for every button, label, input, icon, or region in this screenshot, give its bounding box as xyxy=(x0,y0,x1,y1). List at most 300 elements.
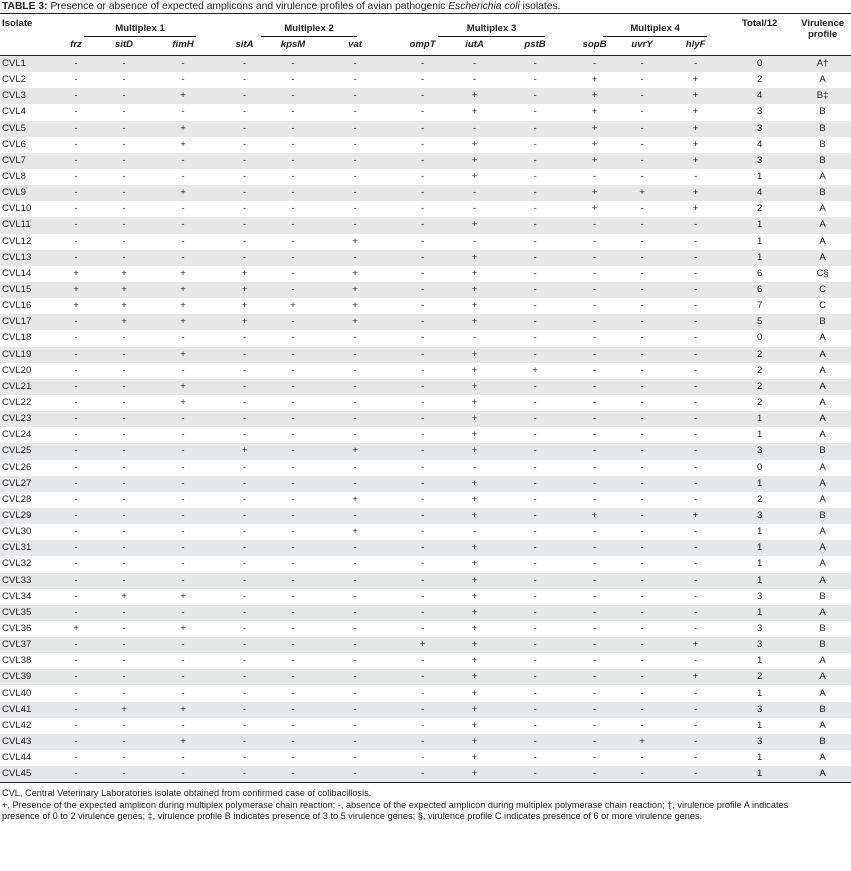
cell-iuta: + xyxy=(450,411,499,427)
cell-sita: - xyxy=(242,461,247,473)
cell-sita: - xyxy=(242,235,247,247)
cell-sopb: - xyxy=(571,702,618,718)
cell-ompt: - xyxy=(420,429,425,441)
table-row xyxy=(0,330,851,346)
cell-vat: + xyxy=(352,493,358,505)
cell-sita: - xyxy=(218,411,271,427)
cell-pstb: - xyxy=(499,540,571,556)
cell-hlyf: - xyxy=(694,590,698,602)
cell-vat: - xyxy=(353,203,357,215)
cell-total: 2 xyxy=(756,364,763,376)
cell-virulence-profile: C§ xyxy=(816,267,829,279)
cell-total: 3 xyxy=(725,702,794,718)
table-row xyxy=(0,750,851,766)
cell-hlyf: + xyxy=(666,88,725,104)
cell-isolate: CVL29 xyxy=(0,508,52,524)
cell-uvry: + xyxy=(618,185,666,201)
cell-ompt: - xyxy=(395,734,450,750)
cell-pstb: - xyxy=(499,443,571,459)
cell-pstb: - xyxy=(533,622,537,634)
cell-isolate: CVL40 xyxy=(2,687,32,699)
cell-ompt: - xyxy=(395,379,450,395)
cell-virulence-profile: A xyxy=(819,203,826,215)
cell-iuta: + xyxy=(471,590,478,602)
cell-vat: - xyxy=(315,573,395,589)
cell-iuta: - xyxy=(472,332,477,344)
cell-uvry: - xyxy=(640,267,644,279)
cell-iuta: + xyxy=(450,347,499,363)
cell-kpsm: - xyxy=(291,719,295,731)
cell-hlyf: + xyxy=(692,203,699,215)
cell-sitd: + xyxy=(121,300,127,312)
cell-pstb: - xyxy=(499,605,571,621)
cell-ompt: - xyxy=(420,558,425,570)
cell-total: 3 xyxy=(725,153,794,169)
cell-sita: - xyxy=(218,605,271,621)
caption-species: Escherichia coli xyxy=(448,1,520,12)
cell-isolate: CVL23 xyxy=(0,411,52,427)
table-row xyxy=(0,540,851,556)
cell-iuta: - xyxy=(450,121,499,137)
cell-frz: - xyxy=(52,573,100,589)
cell-pstb: - xyxy=(533,300,537,312)
cell-frz: - xyxy=(74,171,78,183)
table-row xyxy=(0,217,851,233)
cell-isolate: CVL22 xyxy=(2,397,32,409)
cell-isolate: CVL30 xyxy=(2,526,32,538)
cell-sitd: - xyxy=(100,766,148,783)
cell-kpsm: - xyxy=(271,669,315,685)
cell-sitd: - xyxy=(100,217,148,233)
cell-hlyf: + xyxy=(692,138,699,150)
cell-ompt: - xyxy=(420,332,425,344)
cell-kpsm: - xyxy=(291,461,295,473)
cell-isolate: CVL24 xyxy=(2,429,32,441)
table-row xyxy=(0,363,851,379)
cell-sitd: - xyxy=(122,526,126,538)
cell-total: 2 xyxy=(756,203,763,215)
cell-vat: - xyxy=(353,429,357,441)
cell-iuta: + xyxy=(450,508,499,524)
cell-vat: - xyxy=(315,185,395,201)
cell-total: 7 xyxy=(756,300,763,312)
cell-ompt: - xyxy=(420,267,425,279)
cell-iuta: + xyxy=(471,558,478,570)
cell-total: 3 xyxy=(756,622,763,634)
cell-total: 1 xyxy=(725,540,794,556)
cell-uvry: - xyxy=(618,411,666,427)
cell-virulence-profile: B xyxy=(819,138,826,150)
cell-vat: + xyxy=(315,282,395,298)
cell-kpsm: - xyxy=(291,106,295,118)
cell-sita: - xyxy=(242,203,247,215)
cell-frz: - xyxy=(52,734,100,750)
cell-fimh: - xyxy=(181,364,185,376)
cell-fimh: - xyxy=(148,411,218,427)
cell-total: 1 xyxy=(725,766,794,783)
cell-vat: - xyxy=(315,88,395,104)
cell-hlyf: - xyxy=(666,314,725,330)
cell-sita: - xyxy=(218,217,271,233)
cell-kpsm: - xyxy=(271,282,315,298)
cell-pstb: - xyxy=(533,106,537,118)
cell-pstb: - xyxy=(499,88,571,104)
cell-sopb: - xyxy=(571,669,618,685)
cell-sitd: - xyxy=(122,74,126,86)
table-row xyxy=(0,56,851,73)
cell-iuta: + xyxy=(450,153,499,169)
multiplex-3-header: Multiplex 3 xyxy=(395,14,571,39)
cell-isolate: CVL13 xyxy=(0,250,52,266)
cell-fimh: - xyxy=(181,558,185,570)
cell-sopb: + xyxy=(571,121,618,137)
cell-sita: - xyxy=(218,347,271,363)
cell-vat: - xyxy=(353,719,357,731)
cell-hlyf: - xyxy=(694,332,698,344)
cell-fimh: + xyxy=(148,314,218,330)
cell-virulence-profile: B xyxy=(819,106,826,118)
cell-hlyf: + xyxy=(666,185,725,201)
cell-uvry: - xyxy=(640,203,644,215)
table-row xyxy=(0,653,851,669)
cell-hlyf: - xyxy=(694,267,698,279)
cell-total: 6 xyxy=(725,282,794,298)
cell-sitd: - xyxy=(100,411,148,427)
cell-virulence-profile: A xyxy=(819,74,826,86)
cell-sita: - xyxy=(242,590,247,602)
cell-hlyf: + xyxy=(692,74,699,86)
table-row xyxy=(0,72,851,88)
table-row xyxy=(0,185,851,201)
cell-uvry: - xyxy=(640,429,644,441)
cell-pstb: - xyxy=(499,637,571,653)
cell-iuta: + xyxy=(471,752,478,764)
cell-vat: - xyxy=(315,669,395,685)
cell-sita: - xyxy=(242,332,247,344)
cell-frz: - xyxy=(52,56,100,73)
cell-kpsm: - xyxy=(291,590,295,602)
cell-total: 3 xyxy=(725,443,794,459)
cell-virulence-profile: A xyxy=(819,493,826,505)
cell-sitd: - xyxy=(122,106,126,118)
cell-sita: + xyxy=(218,443,271,459)
cell-iuta: + xyxy=(450,282,499,298)
cell-ompt: - xyxy=(420,622,425,634)
cell-sita: - xyxy=(242,138,247,150)
cell-fimh: - xyxy=(181,332,185,344)
cell-total: 1 xyxy=(725,573,794,589)
cell-ompt: - xyxy=(395,411,450,427)
cell-kpsm: - xyxy=(291,526,295,538)
cell-isolate: CVL3 xyxy=(0,88,52,104)
table-row xyxy=(0,282,851,298)
table-row xyxy=(0,443,851,459)
cell-iuta: + xyxy=(450,734,499,750)
cell-sita: - xyxy=(242,171,247,183)
cell-ompt: - xyxy=(395,250,450,266)
cell-frz: - xyxy=(52,508,100,524)
cell-sitd: + xyxy=(100,702,148,718)
cell-kpsm: - xyxy=(271,573,315,589)
cell-sopb: + xyxy=(571,88,618,104)
cell-kpsm: - xyxy=(291,752,295,764)
cell-pstb: - xyxy=(499,508,571,524)
cell-ompt: - xyxy=(420,74,425,86)
cell-pstb: - xyxy=(499,185,571,201)
cell-sitd: + xyxy=(121,267,127,279)
cell-vat: + xyxy=(315,314,395,330)
cell-iuta: + xyxy=(450,605,499,621)
virulence-profile-header: Virulence profile xyxy=(801,18,845,40)
cell-ompt: - xyxy=(420,752,425,764)
cell-total: 1 xyxy=(756,526,763,538)
gene-header-frz: frz xyxy=(70,39,82,50)
cell-hlyf: + xyxy=(666,121,725,137)
cell-frz: - xyxy=(52,185,100,201)
table-row xyxy=(0,201,851,217)
cell-ompt: - xyxy=(395,121,450,137)
cell-frz: - xyxy=(52,121,100,137)
cell-sita: - xyxy=(218,508,271,524)
cell-frz: - xyxy=(52,702,100,718)
gene-header-pstb: pstB xyxy=(524,39,546,50)
cell-isolate: CVL14 xyxy=(2,267,32,279)
multiplex-1-header: Multiplex 1 xyxy=(52,14,218,39)
cell-vat: - xyxy=(353,397,357,409)
cell-hlyf: - xyxy=(694,493,698,505)
cell-uvry: - xyxy=(618,217,666,233)
cell-sopb: + xyxy=(591,74,598,86)
cell-sopb: - xyxy=(571,250,618,266)
cell-kpsm: - xyxy=(271,702,315,718)
cell-virulence-profile: A xyxy=(819,461,826,473)
cell-sitd: - xyxy=(100,121,148,137)
cell-frz: - xyxy=(52,637,100,653)
cell-sopb: - xyxy=(571,540,618,556)
cell-ompt: - xyxy=(395,508,450,524)
cell-virulence-profile: A xyxy=(794,347,851,363)
cell-hlyf: - xyxy=(694,364,698,376)
cell-iuta: + xyxy=(471,300,478,312)
cell-isolate: CVL25 xyxy=(0,443,52,459)
cell-iuta: + xyxy=(471,364,478,376)
cell-sita: - xyxy=(218,734,271,750)
cell-sita: - xyxy=(218,637,271,653)
cell-kpsm: - xyxy=(291,397,295,409)
cell-ompt: - xyxy=(420,171,425,183)
cell-sitd: - xyxy=(122,138,126,150)
cell-hlyf: - xyxy=(694,300,698,312)
cell-sitd: - xyxy=(100,250,148,266)
cell-virulence-profile: A xyxy=(819,526,826,538)
cell-virulence-profile: A† xyxy=(794,56,851,73)
cell-vat: - xyxy=(315,766,395,783)
cell-sopb: - xyxy=(592,493,597,505)
cell-total: 1 xyxy=(725,250,794,266)
cell-isolate: CVL17 xyxy=(0,314,52,330)
cell-total: 3 xyxy=(725,734,794,750)
cell-fimh: + xyxy=(148,702,218,718)
cell-sita: - xyxy=(218,88,271,104)
cell-pstb: - xyxy=(533,171,537,183)
cell-isolate: CVL35 xyxy=(0,605,52,621)
cell-uvry: - xyxy=(618,250,666,266)
cell-fimh: + xyxy=(148,734,218,750)
cell-pstb: - xyxy=(533,267,537,279)
cell-sitd: - xyxy=(122,235,126,247)
cell-vat: + xyxy=(352,235,358,247)
cell-sita: - xyxy=(242,106,247,118)
table-row xyxy=(0,508,851,524)
cell-virulence-profile: A xyxy=(819,332,826,344)
caption-label: TABLE 3: xyxy=(2,1,48,12)
cell-sopb: - xyxy=(592,235,597,247)
table-row xyxy=(0,314,851,330)
cell-ompt: - xyxy=(395,88,450,104)
cell-ompt: - xyxy=(395,443,450,459)
cell-pstb: - xyxy=(499,314,571,330)
cell-ompt: - xyxy=(395,217,450,233)
cell-frz: - xyxy=(52,347,100,363)
cell-sopb: - xyxy=(592,300,597,312)
cell-kpsm: - xyxy=(271,508,315,524)
cell-pstb: - xyxy=(499,702,571,718)
cell-uvry: - xyxy=(618,702,666,718)
cell-sopb: - xyxy=(592,655,597,667)
cell-virulence-profile: A xyxy=(794,379,851,395)
cell-virulence-profile: C xyxy=(794,282,851,298)
cell-vat: - xyxy=(353,590,357,602)
cell-pstb: - xyxy=(499,282,571,298)
cell-sita: - xyxy=(242,687,247,699)
cell-ompt: - xyxy=(395,153,450,169)
cell-kpsm: - xyxy=(271,766,315,783)
cell-fimh: - xyxy=(148,766,218,783)
cell-iuta: + xyxy=(471,171,478,183)
cell-iuta: - xyxy=(472,74,477,86)
cell-vat: - xyxy=(353,752,357,764)
table-row xyxy=(0,605,851,621)
cell-ompt: - xyxy=(395,476,450,492)
cell-frz: - xyxy=(74,558,78,570)
cell-fimh: - xyxy=(181,106,185,118)
gene-header-spacer xyxy=(0,38,52,56)
cell-total: 1 xyxy=(756,719,763,731)
cell-sita: - xyxy=(218,153,271,169)
cell-pstb: - xyxy=(533,332,537,344)
table-row xyxy=(0,298,851,314)
cell-sitd: - xyxy=(122,719,126,731)
cell-virulence-profile: B xyxy=(794,314,851,330)
cell-kpsm: - xyxy=(271,379,315,395)
cell-uvry: - xyxy=(640,526,644,538)
gene-header-sita: sitA xyxy=(235,39,254,50)
cell-isolate: CVL42 xyxy=(2,719,32,731)
cell-sitd: - xyxy=(100,605,148,621)
cell-hlyf: - xyxy=(666,379,725,395)
cell-iuta: + xyxy=(471,622,478,634)
cell-fimh: - xyxy=(181,719,185,731)
cell-total: 4 xyxy=(725,185,794,201)
cell-isolate: CVL38 xyxy=(2,655,32,667)
cell-iuta: - xyxy=(450,185,499,201)
cell-virulence-profile: B xyxy=(794,508,851,524)
cell-sita: + xyxy=(218,314,271,330)
cell-ompt: - xyxy=(420,719,425,731)
cell-vat: - xyxy=(315,508,395,524)
cell-virulence-profile: A xyxy=(819,429,826,441)
cell-fimh: - xyxy=(148,637,218,653)
cell-sitd: - xyxy=(122,655,126,667)
cell-hlyf: - xyxy=(666,766,725,783)
cell-kpsm: - xyxy=(271,314,315,330)
cell-pstb: - xyxy=(499,766,571,783)
cell-fimh: + xyxy=(148,88,218,104)
cell-total: 1 xyxy=(756,171,763,183)
cell-sopb: - xyxy=(571,314,618,330)
cell-fimh: - xyxy=(181,655,185,667)
cell-hlyf: - xyxy=(666,282,725,298)
cell-iuta: + xyxy=(450,217,499,233)
cell-fimh: + xyxy=(148,121,218,137)
cell-hlyf: - xyxy=(666,250,725,266)
cell-sitd: - xyxy=(100,379,148,395)
cell-hlyf: - xyxy=(666,734,725,750)
cell-iuta: + xyxy=(471,138,478,150)
cell-iuta: + xyxy=(450,766,499,783)
cell-pstb: - xyxy=(533,493,537,505)
cell-frz: - xyxy=(74,235,78,247)
cell-isolate: CVL28 xyxy=(2,493,32,505)
caption-text-end: isolates. xyxy=(519,1,561,12)
cell-kpsm: - xyxy=(291,687,295,699)
cell-sita: - xyxy=(218,185,271,201)
cell-total: 2 xyxy=(725,347,794,363)
cell-hlyf: - xyxy=(666,476,725,492)
cell-kpsm: - xyxy=(291,235,295,247)
cell-ompt: - xyxy=(420,590,425,602)
cell-kpsm: + xyxy=(290,300,296,312)
cell-fimh: - xyxy=(148,508,218,524)
total-header-spacer xyxy=(725,38,794,56)
cell-ompt: - xyxy=(395,605,450,621)
gene-header-vat: vat xyxy=(348,39,362,50)
total-header: Total/12 xyxy=(741,18,778,29)
cell-pstb: - xyxy=(533,590,537,602)
cell-virulence-profile: C xyxy=(819,300,827,312)
cell-ompt: - xyxy=(395,347,450,363)
cell-sita: - xyxy=(218,669,271,685)
cell-vat: - xyxy=(353,138,357,150)
cell-fimh: - xyxy=(148,153,218,169)
cell-fimh: + xyxy=(180,300,186,312)
cell-sita: - xyxy=(218,573,271,589)
gene-header-kpsm: kpsM xyxy=(280,39,306,50)
cell-sopb: - xyxy=(592,719,597,731)
cell-uvry: - xyxy=(640,493,644,505)
cell-uvry: - xyxy=(640,138,644,150)
cell-virulence-profile: A xyxy=(794,540,851,556)
cell-sopb: - xyxy=(571,476,618,492)
cell-frz: - xyxy=(52,88,100,104)
cell-hlyf: - xyxy=(694,558,698,570)
cell-sita: - xyxy=(242,397,247,409)
footnote-legend-line-1: +, Presence of the expected amplicon during multiplex polymerase chain reaction; -, absence of the expected amplicon during multiplex polymerase chain reaction; †, virulence profile A indicates xyxy=(2,799,789,810)
cell-pstb: + xyxy=(532,364,538,376)
multiplex-2-header: Multiplex 2 xyxy=(218,14,395,39)
cell-fimh: + xyxy=(148,379,218,395)
table-row xyxy=(0,460,851,476)
